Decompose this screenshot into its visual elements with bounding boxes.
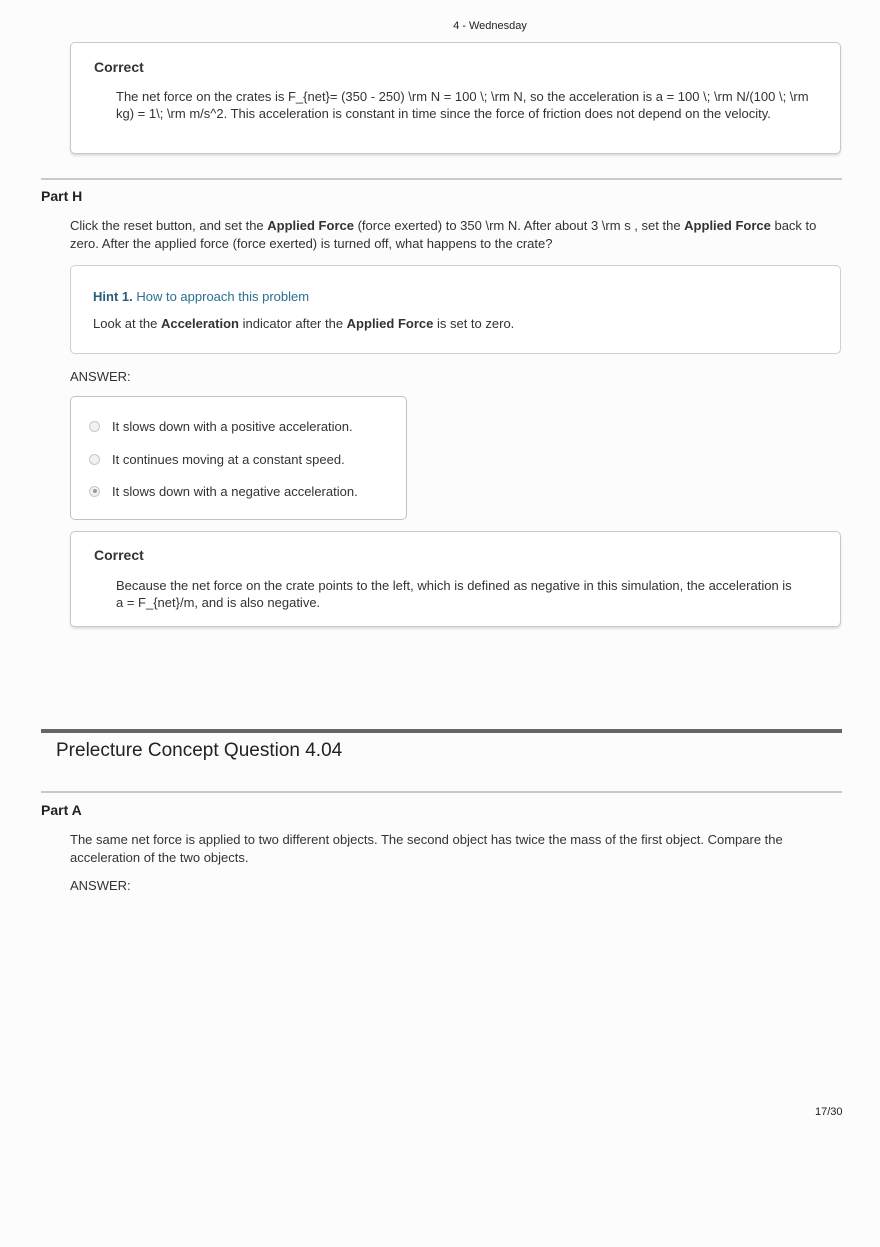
feedback-title: Correct xyxy=(94,59,144,75)
hint-header[interactable] xyxy=(93,289,309,304)
feedback-title: Correct xyxy=(94,547,144,563)
hint-text xyxy=(93,315,823,333)
answer-label: ANSWER: xyxy=(70,878,131,893)
hint-label[interactable]: Hint 1. xyxy=(93,289,133,304)
hint-box xyxy=(70,265,841,354)
question-text-1: Click the reset button, and set the xyxy=(70,218,268,233)
choice-option-selected[interactable] xyxy=(89,481,358,501)
feedback-box-part-g xyxy=(70,42,841,154)
question-text-2: (force exerted) to 350 \rm N. After about 3 \rm s , set the xyxy=(353,218,685,233)
section-divider xyxy=(41,791,842,793)
page-header xyxy=(0,20,880,32)
radio-button-selected[interactable] xyxy=(89,486,100,497)
answer-choices xyxy=(70,396,407,520)
choice-label[interactable]: It continues moving at a constant speed. xyxy=(112,451,345,467)
feedback-text: Because the net force on the crate points to the left, which is defined as negative in this simulation, the acceleration is a = F_{net}/m, and is also negative. xyxy=(116,578,792,610)
choice-label[interactable]: It slows down with a negative acceleration. xyxy=(112,483,358,499)
choice-option[interactable] xyxy=(89,416,353,436)
part-h-title: Part H xyxy=(41,188,83,204)
feedback-box-part-h xyxy=(70,531,841,627)
radio-button[interactable] xyxy=(89,421,100,432)
part-h-question xyxy=(70,217,840,253)
choice-label[interactable]: It slows down with a positive acceleration. xyxy=(112,418,353,434)
hint-bold-1: Acceleration xyxy=(160,316,239,331)
part-a-question: The same net force is applied to two different objects. The second object has twice the mass of the first object. Compare the acceleration of the two objects. xyxy=(70,832,783,865)
page-header-text: 4 - Wednesday xyxy=(453,20,527,32)
question-text-3: back to zero. After the applied force (force exerted) is turned off, what happens to the crate? xyxy=(70,218,817,251)
question-bold-2: Applied Force xyxy=(684,218,771,233)
hint-text-2: indicator after the xyxy=(239,316,347,331)
question-bold-1: Applied Force xyxy=(267,218,354,233)
hint-text-1: Look at the xyxy=(93,316,161,331)
feedback-text: The net force on the crates is F_{net}= (350 - 250) \rm N = 100 \; \rm N, so the acceleration is a = 100 \; \rm N/(100 \; \rm kg) = 1\; \rm m/s^2. This acceleration is constant in time since the force of friction does not depend on the velocity. xyxy=(116,89,809,121)
radio-button[interactable] xyxy=(89,454,100,465)
page-number: 17/30 xyxy=(815,1106,843,1118)
hint-text-3: is set to zero. xyxy=(433,316,515,331)
part-a-title: Part A xyxy=(41,802,82,818)
hint-bold-2: Applied Force xyxy=(346,316,434,331)
section-divider xyxy=(41,178,842,180)
hint-title-link[interactable]: How to approach this problem xyxy=(136,289,310,304)
answer-label: ANSWER: xyxy=(70,369,131,384)
concept-question-title: Prelecture Concept Question 4.04 xyxy=(56,740,343,761)
choice-option[interactable] xyxy=(89,449,345,469)
section-divider-thick xyxy=(41,729,842,733)
